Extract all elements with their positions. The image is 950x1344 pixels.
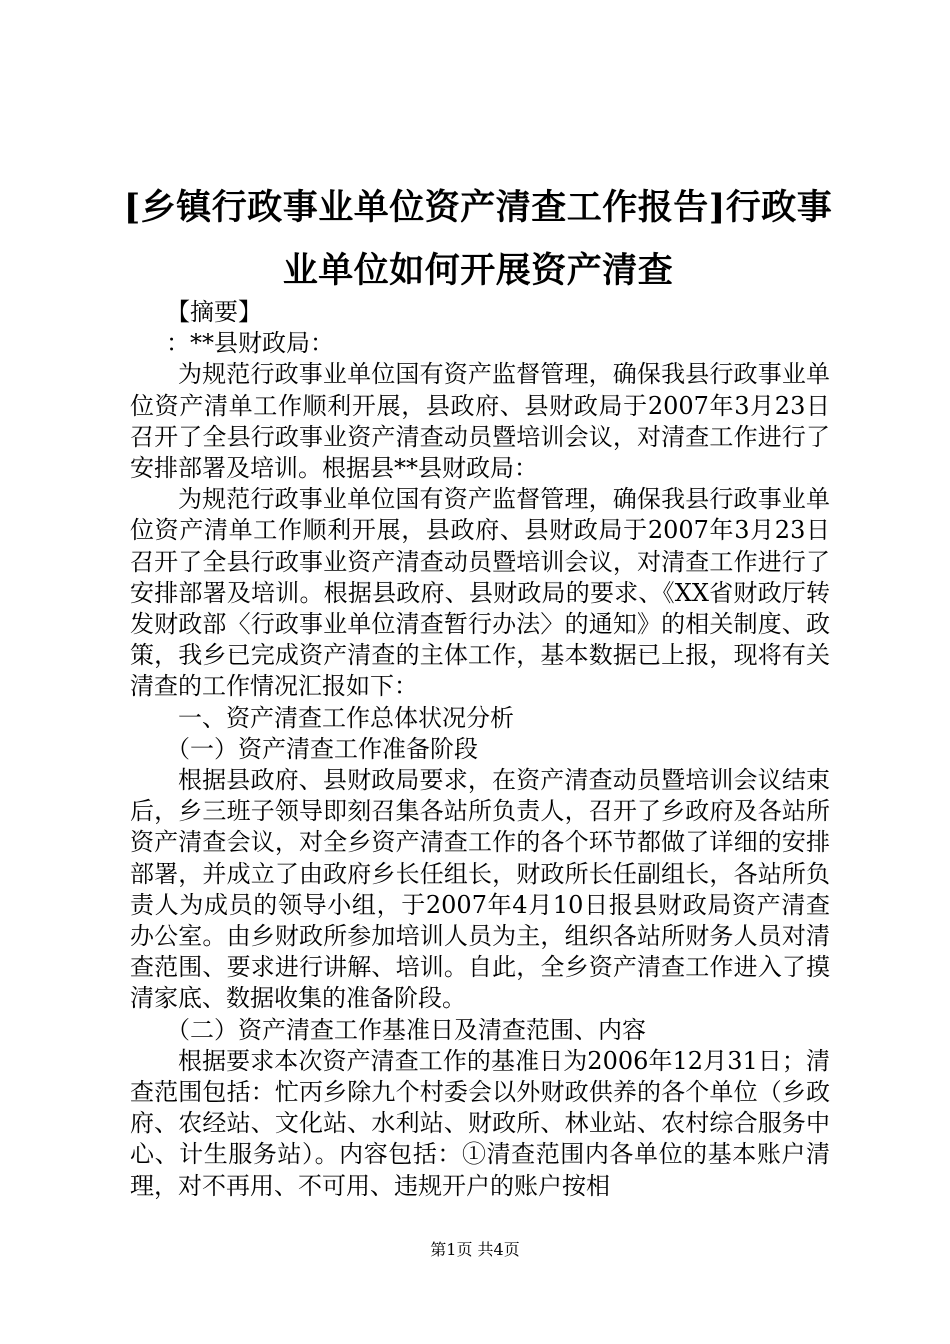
abstract-label: 【摘要】 xyxy=(166,298,262,326)
body-paragraph: 根据要求本次资产清查工作的基准日为2006年12月31日；清查范围包括：忙丙乡除九个村委会以外财政供养的各个单位（乡政府、农经站、文化站、水利站、财政所、林业站、农村综合服务中心、计生服务站）。内容包括：①清查范围内各单位的基本账户清理，对不再用、不可用、违规开户的账户按相 xyxy=(130,1046,830,1200)
document-title: [乡镇行政事业单位资产清查工作报告]行政事业单位如何开展资产清查 xyxy=(123,187,833,291)
addressee-line: ：**县财政局： xyxy=(166,329,334,358)
body-paragraph: 为规范行政事业单位国有资产监督管理，确保我县行政事业单位资产清单工作顺利开展，县政府、县财政局于2007年3月23日召开了全县行政事业资产清查动员暨培训会议，对清查工作进行了安排部署及培训。根据县政府、县财政局的要求、《XX省财政厅转发财政部〈行政事业单位清查暂行办法〉的通知》的相关制度、政策，我乡已完成资产清查的主体工作，基本数据已上报，现将有关清查的工作情况汇报如下： xyxy=(130,485,830,701)
page-footer: 第1页 共4页 xyxy=(430,1240,520,1259)
subsection-heading: （二）资产清查工作基准日及清查范围、内容 xyxy=(166,1015,646,1044)
document-body xyxy=(130,297,830,1202)
subsection-heading: （一）资产清查工作准备阶段 xyxy=(166,734,478,763)
body-paragraph: 为规范行政事业单位国有资产监督管理，确保我县行政事业单位资产清单工作顺利开展，县政府、县财政局于2007年3月23日召开了全县行政事业资产清查动员暨培训会议，对清查工作进行了安排部署及培训。根据县**县财政局： xyxy=(130,360,830,483)
body-paragraph: 根据县政府、县财政局要求，在资产清查动员暨培训会议结束后，乡三班子领导即刻召集各站所负责人，召开了乡政府及各站所资产清查会议，对全乡资产清查工作的各个环节都做了详细的安排部署，并成立了由政府乡长任组长，财政所长任副组长，各站所负责人为成员的领导小组，于2007年4月10日报县财政局资产清查办公室。由乡财政所参加培训人员为主，组织各站所财务人员对清查范围、要求进行讲解、培训。自此，全乡资产清查工作进入了摸清家底、数据收集的准备阶段。 xyxy=(130,766,830,1013)
section-heading: 一、资产清查工作总体状况分析 xyxy=(178,703,514,732)
